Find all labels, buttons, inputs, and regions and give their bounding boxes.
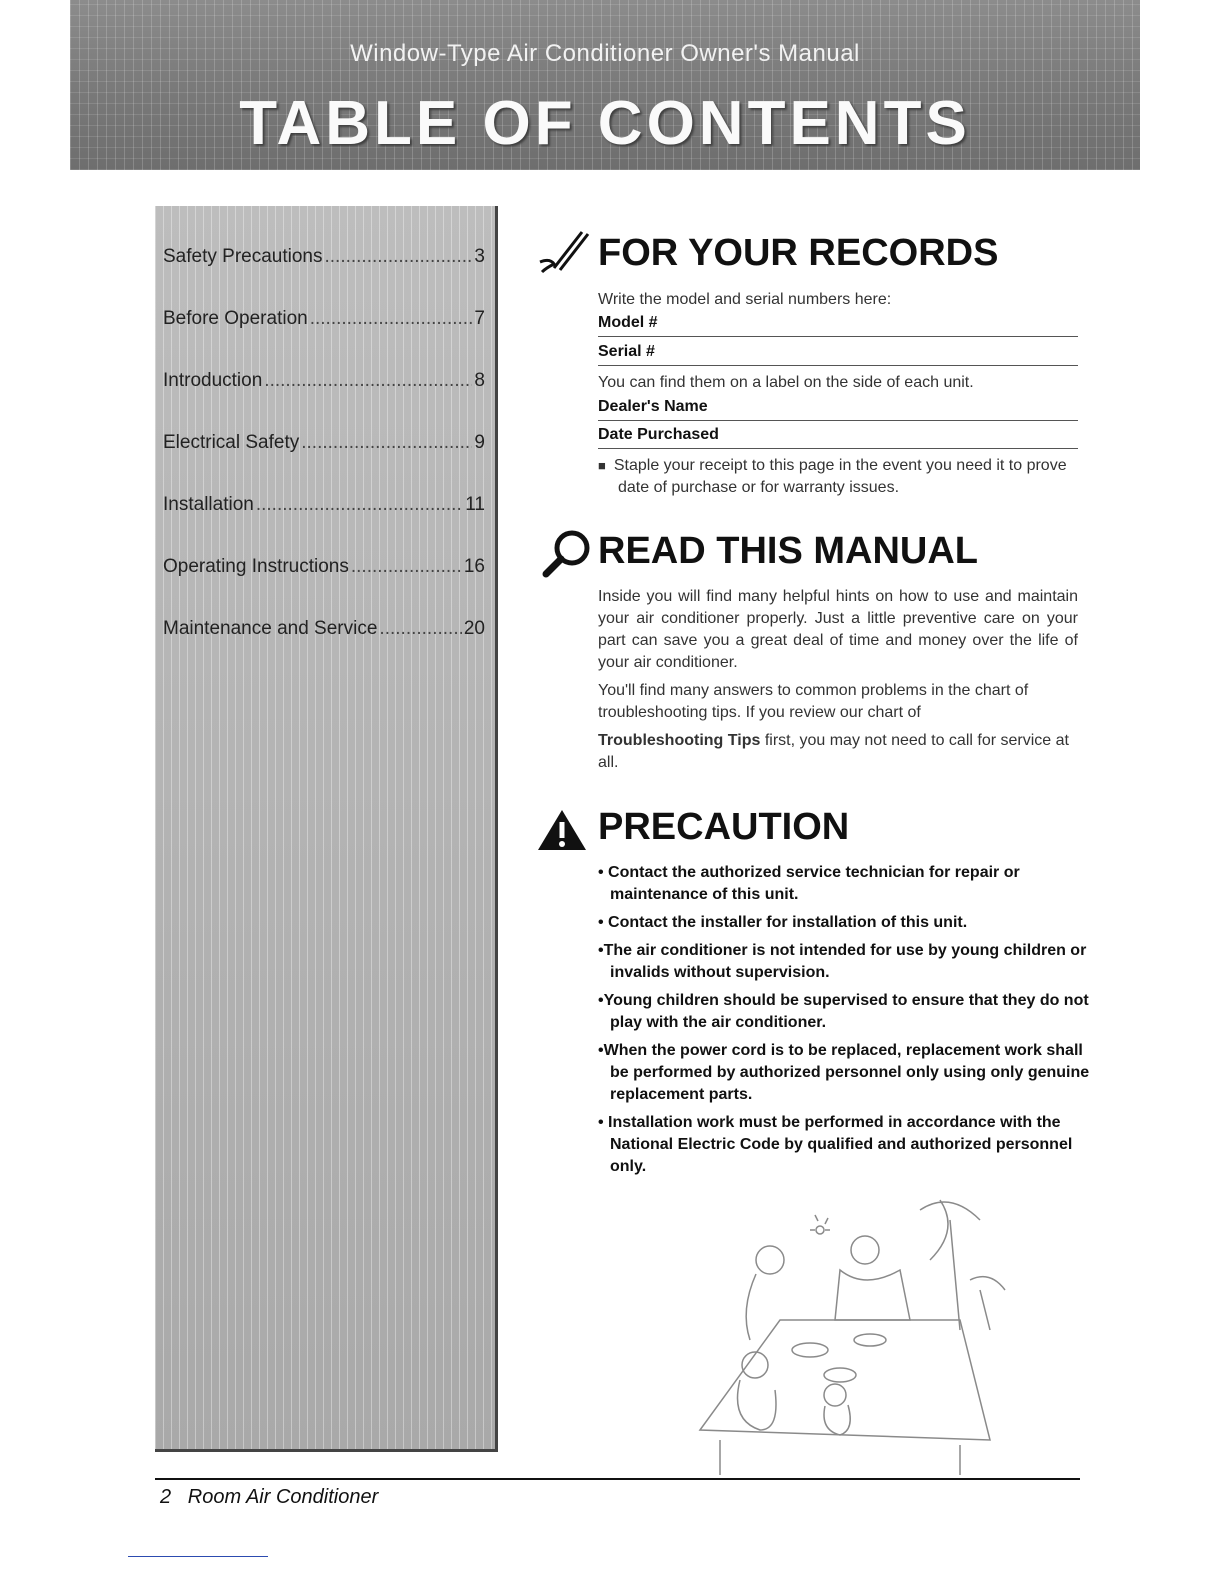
toc-label: Installation	[163, 494, 254, 515]
precaution-item: •Young children should be supervised to ensure that they do not play with the air conditioner.	[598, 992, 1089, 1031]
dealer-field[interactable]	[598, 398, 1078, 421]
toc-label: Before Operation	[163, 308, 308, 329]
manual-subtitle: Window-Type Air Conditioner Owner's Manual	[350, 40, 860, 67]
toc-leader-dots	[351, 556, 462, 578]
precaution-heading: PRECAUTION	[598, 806, 850, 848]
model-field[interactable]	[598, 314, 1078, 337]
manual-para-2: You'll find many answers to common problems in the chart of troubleshooting tips. If you review our chart of	[598, 682, 1029, 721]
manual-para-3-rest: first, you may not need to call for service at all.	[598, 732, 1069, 771]
toc-item-operating-instructions[interactable]	[163, 556, 485, 584]
records-heading: FOR YOUR RECORDS	[598, 232, 999, 274]
picnic-family-illustration	[660, 1190, 1020, 1480]
toc-leader-dots	[310, 308, 473, 330]
header-banner	[70, 0, 1140, 170]
toc-item-electrical-safety[interactable]	[163, 432, 485, 460]
footnote-rule	[128, 1556, 268, 1557]
precaution-item: • Installation work must be performed in accordance with the National Electric Code by qualified and authorized personnel only.	[598, 1114, 1073, 1175]
manual-para-1: Inside you will find many helpful hints on how to use and maintain your air conditioner properly. Just a little preventive care on your part can save you a great deal of time and money over the life of your air conditioner.	[598, 588, 1078, 671]
toc-leader-dots	[264, 370, 472, 392]
manual-heading: READ THIS MANUAL	[598, 530, 978, 572]
toc-item-maintenance-and-service[interactable]	[163, 618, 485, 646]
toc-page-number: 20	[463, 618, 485, 639]
magnifier-icon	[540, 528, 596, 578]
find-note: You can find them on a label on the side of each unit.	[598, 374, 974, 391]
date-label: Date Purchased	[598, 426, 719, 443]
toc-page-number: 7	[474, 308, 485, 329]
toc-leader-dots	[301, 432, 472, 454]
warning-triangle-icon	[536, 808, 588, 852]
serial-field[interactable]	[598, 343, 1078, 366]
toc-label: Safety Precautions	[163, 246, 323, 267]
toc-page-number: 9	[474, 432, 485, 453]
toc-item-installation[interactable]	[163, 494, 485, 522]
page-number: 2	[160, 1486, 172, 1508]
toc-item-safety-precautions[interactable]	[163, 246, 485, 274]
toc-page-number: 8	[474, 370, 485, 391]
serial-label: Serial #	[598, 343, 655, 360]
toc-item-before-operation[interactable]	[163, 308, 485, 336]
records-intro: Write the model and serial numbers here:	[598, 291, 892, 308]
page-title: TABLE OF CONTENTS	[239, 89, 971, 158]
precaution-item: •The air conditioner is not intended for use by young children or invalids without supervision.	[598, 942, 1087, 981]
toc-item-introduction[interactable]	[163, 370, 485, 398]
toc-leader-dots	[256, 494, 463, 516]
staple-note: ■ Staple your receipt to this page in the event you need it to prove date of purchase or for warranty issues.	[598, 455, 1098, 499]
troubleshooting-tips-ref: Troubleshooting Tips	[598, 732, 761, 749]
toc-page-number: 3	[474, 246, 485, 267]
pen-icon	[536, 228, 592, 276]
footer-rule	[155, 1478, 1080, 1480]
toc-label: Electrical Safety	[163, 432, 300, 453]
toc-page-number: 16	[463, 556, 485, 577]
manual-para-3	[598, 730, 1078, 774]
precaution-item: • Contact the authorized service technician for repair or maintenance of this unit.	[598, 864, 1020, 903]
model-label: Model #	[598, 314, 658, 331]
toc-label: Operating Instructions	[163, 556, 349, 577]
footer-title: Room Air Conditioner	[187, 1486, 379, 1508]
page-footer	[160, 1486, 378, 1509]
toc-label: Introduction	[163, 370, 263, 391]
toc-page-number: 11	[465, 494, 485, 515]
toc-leader-dots	[324, 246, 472, 268]
dealer-label: Dealer's Name	[598, 398, 708, 415]
date-purchased-field[interactable]	[598, 426, 1078, 449]
toc-sidebar	[155, 206, 498, 1452]
precaution-item: • Contact the installer for installation of this unit.	[598, 914, 968, 931]
toc-label: Maintenance and Service	[163, 618, 378, 639]
precaution-item: •When the power cord is to be replaced, replacement work shall be performed by authorized personnel only using only genuine replacement parts.	[598, 1042, 1090, 1103]
toc-leader-dots	[379, 618, 461, 640]
